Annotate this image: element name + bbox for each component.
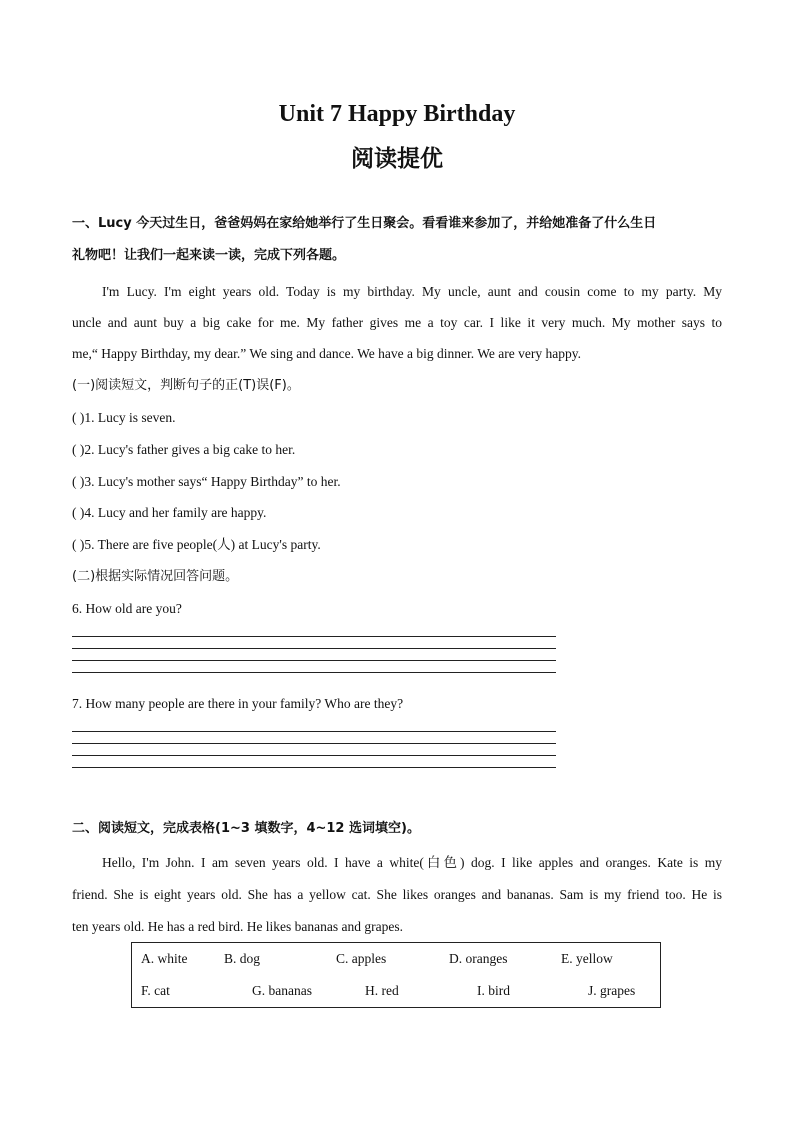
- option-d: D. oranges: [449, 951, 508, 966]
- question-6: 6. How old are you?: [72, 601, 182, 616]
- option-a: A. white: [141, 951, 188, 966]
- tf-item-5[interactable]: ( )5. There are five people(人) at Lucy's party.: [72, 537, 321, 552]
- answer-line-6a[interactable]: [72, 636, 556, 637]
- answer-line-6d[interactable]: [72, 672, 556, 673]
- tf-item-2[interactable]: ( )2. Lucy's father gives a big cake to her.: [72, 442, 296, 457]
- page-title: Unit 7 Happy Birthday: [278, 101, 516, 127]
- section1-passage-line2: uncle and aunt buy a big cake for me. My father gives me a toy car. I like it very much. My mother says to: [72, 315, 722, 330]
- answer-line-7a[interactable]: [72, 731, 556, 732]
- tf-item-3[interactable]: ( )3. Lucy's mother says“ Happy Birthday” to her.: [72, 474, 341, 489]
- option-g: G. bananas: [252, 983, 312, 998]
- answer-line-6b[interactable]: [72, 648, 556, 649]
- tf-item-4[interactable]: ( )4. Lucy and her family are happy.: [72, 505, 267, 520]
- option-h: H. red: [365, 983, 399, 998]
- section1-passage-line3: me,“ Happy Birthday, my dear.” We sing and dance. We have a big dinner. We are very happy.: [72, 346, 581, 361]
- option-e: E. yellow: [561, 951, 613, 966]
- page-subtitle: 阅读提优: [351, 146, 443, 172]
- option-j: J. grapes: [588, 983, 636, 998]
- section2-passage-line1: Hello, I'm John. I am seven years old. I have a white(白色) dog. I like apples and oranges. Kate is my: [102, 855, 722, 870]
- part1-title: (一)阅读短文，判断句子的正(T)误(F)。: [72, 378, 300, 393]
- section2-heading: 二、阅读短文，完成表格(1~3 填数字，4~12 选词填空)。: [72, 821, 420, 836]
- option-f: F. cat: [141, 983, 170, 998]
- section2-passage-line3: ten years old. He has a red bird. He likes bananas and grapes.: [72, 919, 404, 934]
- answer-line-7d[interactable]: [72, 767, 556, 768]
- answer-line-7c[interactable]: [72, 755, 556, 756]
- section2-passage-line2: friend. She is eight years old. She has a yellow cat. She likes oranges and bananas. Sam is my friend too. He is: [72, 887, 722, 902]
- option-b: B. dog: [224, 951, 261, 966]
- section1-passage-line1: I'm Lucy. I'm eight years old. Today is my birthday. My uncle, aunt and cousin come to my party. My: [102, 284, 722, 299]
- question-7: 7. How many people are there in your family? Who are they?: [72, 696, 404, 711]
- option-c: C. apples: [336, 951, 387, 966]
- tf-item-1[interactable]: ( )1. Lucy is seven.: [72, 410, 176, 425]
- options-box: [131, 942, 661, 1008]
- answer-line-7b[interactable]: [72, 743, 556, 744]
- answer-line-6c[interactable]: [72, 660, 556, 661]
- section1-heading-line1: 一、Lucy 今天过生日，爸爸妈妈在家给她举行了生日聚会。看看谁来参加了，并给她准备了什么生日: [72, 216, 657, 231]
- part2-title: (二)根据实际情况回答问题。: [72, 569, 239, 584]
- option-i: I. bird: [477, 983, 510, 998]
- section1-heading-line2: 礼物吧！让我们一起来读一读，完成下列各题。: [72, 248, 346, 263]
